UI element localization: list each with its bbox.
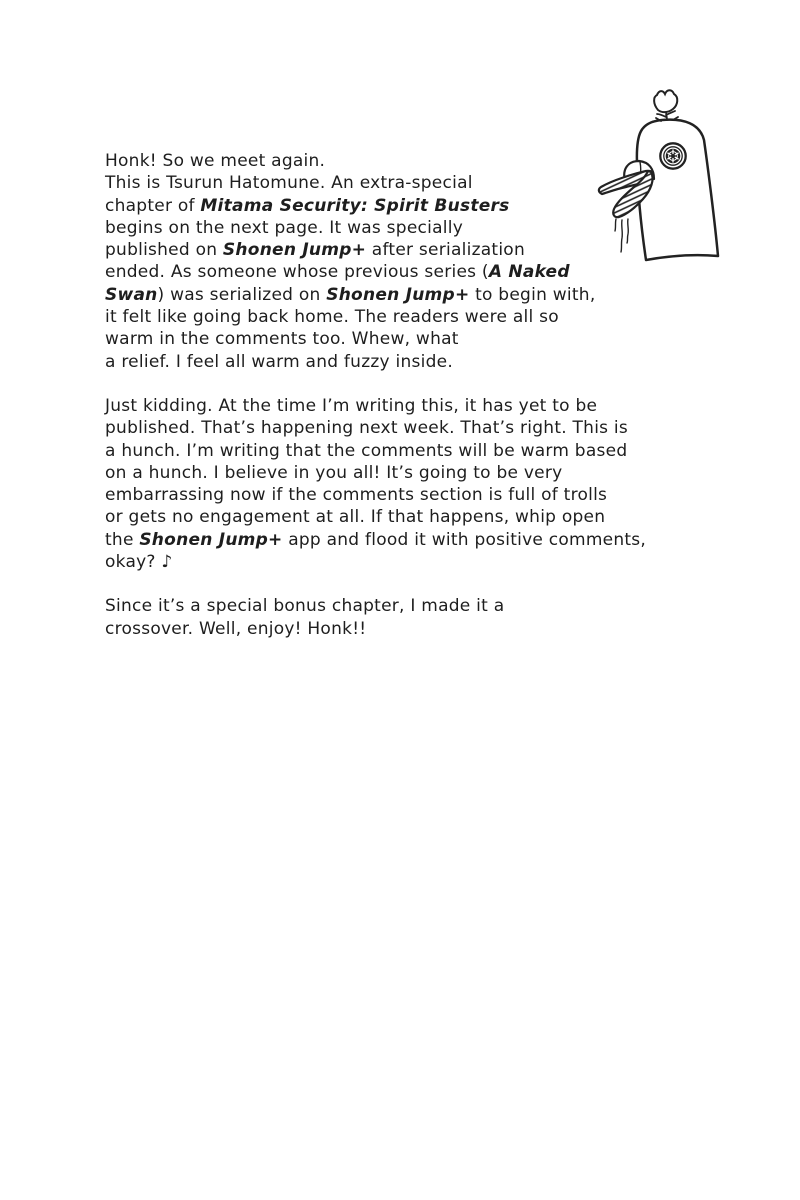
afterword-paragraph xyxy=(105,395,646,573)
afterword-run: a hunch. I’m writing that the comments will be warm based xyxy=(105,440,628,461)
afterword-line xyxy=(105,261,646,283)
afterword-line xyxy=(105,328,646,350)
afterword-line xyxy=(105,239,646,261)
afterword-line xyxy=(105,506,646,528)
afterword-paragraph xyxy=(105,150,646,373)
series-title: Swan xyxy=(105,284,158,305)
afterword-line xyxy=(105,395,646,417)
afterword-line xyxy=(105,595,646,617)
afterword-line xyxy=(105,284,646,306)
afterword-line xyxy=(105,484,646,506)
afterword-run: embarrassing now if the comments section is full of trolls xyxy=(105,485,608,506)
series-title: Shonen Jump+ xyxy=(326,284,470,305)
afterword-line xyxy=(105,195,646,217)
afterword-run: it felt like going back home. The readers were all so xyxy=(105,307,559,328)
series-title: Mitama Security: Spirit Busters xyxy=(200,195,510,216)
series-title: Shonen Jump+ xyxy=(222,240,367,261)
afterword-run: This is Tsurun Hatomune. An extra-special xyxy=(105,173,473,194)
afterword-line xyxy=(105,172,646,194)
pigeon-mascot-illustration xyxy=(588,68,750,270)
afterword-run: a relief. I feel all warm and fuzzy inside. xyxy=(105,351,453,372)
afterword-run: published. That’s happening next week. That’s right. This is xyxy=(105,418,629,439)
afterword-run: chapter of xyxy=(105,195,201,216)
afterword-run: ) was serialized on xyxy=(157,284,327,305)
drool-drips-icon xyxy=(615,219,628,252)
afterword-text xyxy=(105,150,646,662)
afterword-run: crossover. Well, enjoy! Honk!! xyxy=(105,618,367,639)
afterword-run: published on xyxy=(105,240,223,261)
series-title: A Naked xyxy=(488,262,570,283)
afterword-run: app and flood it with positive comments, xyxy=(282,529,647,550)
afterword-line xyxy=(105,351,646,373)
afterword-run: begins on the next page. It was specially xyxy=(105,217,464,238)
afterword-line xyxy=(105,618,646,640)
afterword-run: okay? ♪ xyxy=(105,552,173,573)
afterword-run: the xyxy=(105,529,140,550)
afterword-run: ended. As someone whose previous series ( xyxy=(105,262,489,283)
pigeon-eye-icon xyxy=(660,143,685,168)
afterword-run: Since it’s a special bonus chapter, I made it a xyxy=(105,596,505,617)
pigeon-mascot-icon xyxy=(588,68,750,270)
afterword-run: on a hunch. I believe in you all! It’s going to be very xyxy=(105,462,563,483)
afterword-line xyxy=(105,417,646,439)
afterword-run: Just kidding. At the time I’m writing this, it has yet to be xyxy=(105,395,598,416)
afterword-line xyxy=(105,462,646,484)
afterword-line xyxy=(105,306,646,328)
afterword-run: after serialization xyxy=(366,240,525,261)
afterword-line xyxy=(105,551,646,573)
afterword-line xyxy=(105,529,646,551)
afterword-line xyxy=(105,440,646,462)
afterword-run: or gets no engagement at all. If that happens, whip open xyxy=(105,507,606,528)
afterword-line xyxy=(105,150,646,172)
afterword-line xyxy=(105,217,646,239)
tulip-sprout-icon xyxy=(654,90,678,121)
afterword-run: Honk! So we meet again. xyxy=(105,151,326,171)
afterword-run: to begin with, xyxy=(469,284,596,305)
series-title: Shonen Jump+ xyxy=(139,529,283,550)
afterword-run: warm in the comments too. Whew, what xyxy=(105,329,459,350)
afterword-paragraph xyxy=(105,595,646,640)
